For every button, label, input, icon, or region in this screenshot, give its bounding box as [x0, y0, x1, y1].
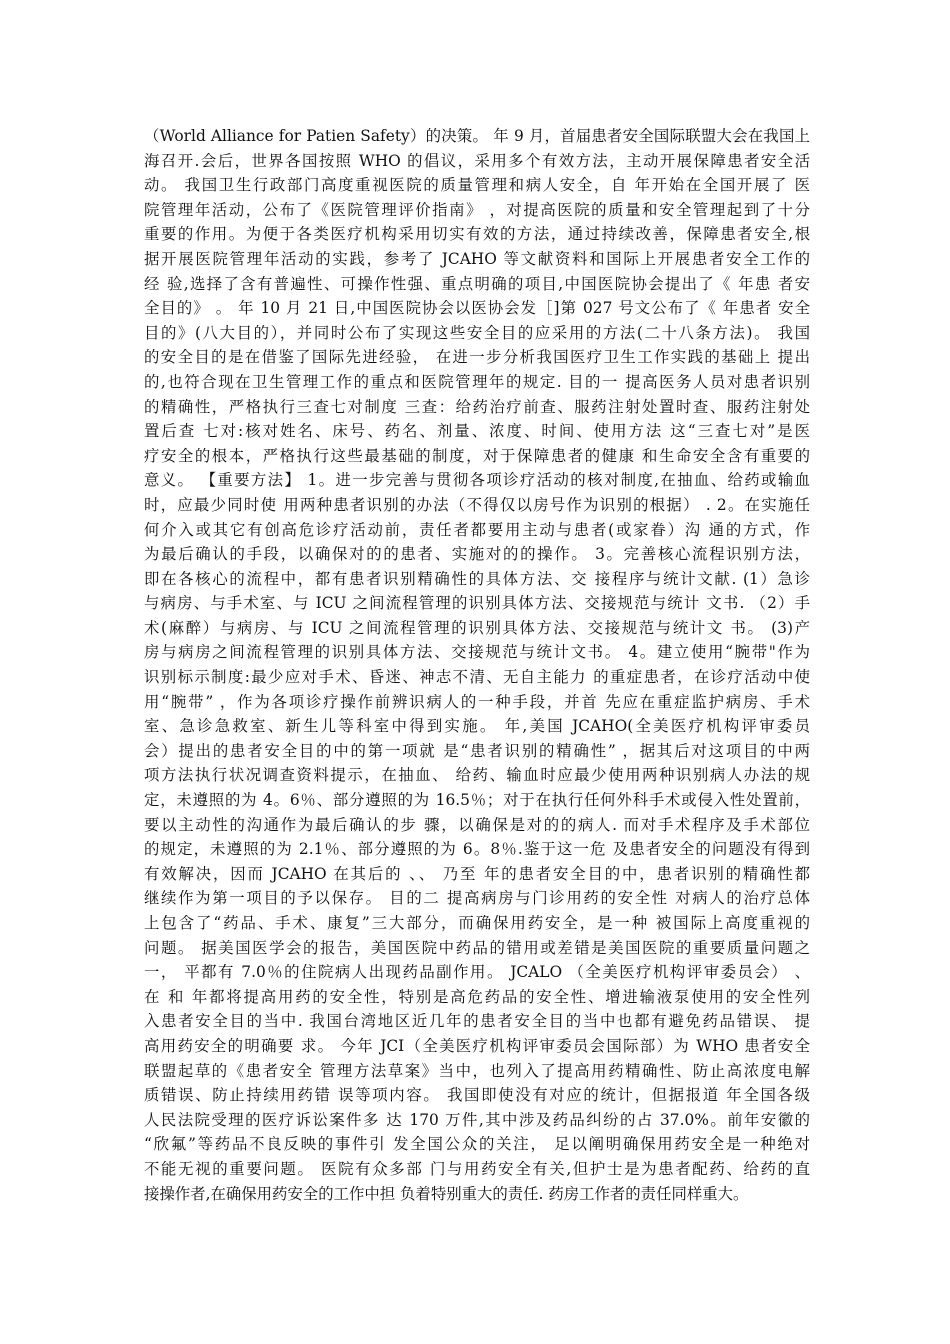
text-line: 全目的》 。 年 10 月 21 日,中国医院协会以医协会发［]第 027 号文公布了《 年患者 安全: [144, 299, 810, 318]
text-line: 院管理年活动，公布了《医院管理评价指南》 ，对提高医院的质量和安全管理起到了十分: [144, 200, 810, 219]
text-line: 定，未遵照的为 4。6％、部分遵照的为 16.5％；对于在执行任何外科手术或侵入性处置前，: [144, 791, 810, 810]
text-line: 房与病房之间流程管理的识别具体方法、交接规范与统计文书。 4。建立使用“腕带"作为: [144, 643, 810, 662]
text-line: 与病房、与手术室、与 ICU 之间流程管理的识别具体方法、交接规范与统计 文书. （2）手: [144, 594, 810, 613]
text-line: （World Alliance for Patien Safety）的决策。 年 9 月，首届患者安全国际联盟大会在我国上: [144, 127, 810, 145]
text-line: 上包含了“药品、手术、康复”三大部分，而确保用药安全，是一种 被国际上高度重视的: [144, 914, 810, 932]
text-line: 项方法执行状况调查资料提示，在抽血、 给药、输血时应最少使用两种识别病人办法的规: [144, 766, 810, 785]
text-line: 要以主动性的沟通作为最后确认的步 骤，以确保是对的的病人. 而对手术程序及手术部位: [144, 815, 810, 834]
text-line: 为最后确认的手段，以确保对的的患者、实施对的的操作。 3。完善核心流程识别方法，: [144, 545, 810, 564]
text-line: 即在各核心的流程中，都有患者识别精确性的具体方法、交 接程序与统计文献. (1）急诊: [144, 569, 810, 588]
text-line: “欣氟”等药品不良反映的事件引 发全国公众的关注， 足以阐明确保用药安全是一种绝对: [144, 1135, 810, 1154]
text-line: 目的》(八大目的），并同时公布了实现这些安全目的应采用的方法(二十八条方法)。 我国: [144, 323, 810, 342]
text-line: 联盟起草的《患者安全 管理方法草案》当中，也列入了提高用药精确性、防止高浓度电解: [144, 1061, 810, 1080]
text-line: 在 和 年都将提高用药的安全性，特别是高危药品的安全性、增进输液泵使用的安全性列: [144, 987, 810, 1006]
text-line: 的安全目的是在借鉴了国际先进经验， 在进一步分析我国医疗卫生工作实践的基础上 提出: [144, 348, 810, 367]
text-line: 置后查 七对:核对姓名、床号、药名、剂量、浓度、时间、使用方法 这“三查七对”是医: [144, 422, 810, 441]
text-line: 问题。 据美国医学会的报告，美国医院中药品的错用或差错是美国医院的重要质量问题之: [144, 938, 810, 957]
text-line: 人民法院受理的医疗诉讼案件多 达 170 万件,其中涉及药品纠纷的占 37.0%。前年安徽的: [144, 1110, 810, 1129]
text-line: 一， 平都有 7.0％的住院病人出现药品副作用。 JCALO （全美医疗机构评审委员会） 、: [144, 963, 810, 982]
text-line: 据开展医院管理年活动的实践，参考了 JCAHO 等文献资料和国际上开展患者安全工作的: [144, 249, 810, 268]
text-line: 接操作者,在确保用药安全的工作中担 负着特别重大的责任. 药房工作者的责任同样重大。: [144, 1184, 749, 1203]
text-line: 用“腕带” ，作为各项诊疗操作前辨识病人的一种手段，并首 先应在重症监护病房、手术: [144, 692, 810, 711]
text-line: 的,也符合现在卫生管理工作的重点和医院管理年的规定. 目的一 提高医务人员对患者识别: [144, 372, 810, 391]
text-line: 时，应最少同时使 用两种患者识别的办法（不得仅以房号作为识别的根据） . 2。在实施任: [144, 495, 810, 514]
text-line: 继续作为第一项目的予以保存。 目的二 提高病房与门诊用药的安全性 对病人的治疗总体: [144, 889, 810, 908]
text-line: 的精确性，严格执行三查七对制度 三查：给药治疗前查、服药注射处置时查、服药注射处: [144, 397, 810, 416]
text-line: 质错误、防止持续用药错 误等项内容。 我国即使没有对应的统计，但据报道 年全国各级: [144, 1086, 810, 1105]
text-line: 的规定，未遵照的为 2.1％、部分遵照的为 6。8％.鉴于这一危 及患者安全的问题没有得到: [144, 840, 810, 859]
text-line: 有效解决，因而 JCAHO 在其后的 、、 乃至 年的患者安全目的中，患者识别的精确性都: [144, 864, 810, 883]
document-body: [144, 124, 810, 1206]
text-line: 重要的作用。为便于各类医疗机构采用切实有效的方法，通过持续改善，保障患者安全,根: [144, 225, 810, 244]
text-line: 术(麻醉）与病房、与 ICU 之间流程管理的识别具体方法、交接规范与统计文 书。 (3)产: [144, 618, 810, 637]
text-line: 意义。 【重要方法】 1。进一步完善与贯彻各项诊疗活动的核对制度,在抽血、给药或输血: [144, 471, 810, 490]
text-line: 疗安全的根本，严格执行这些最基础的制度，对于保障患者的健康 和生命安全含有重要的: [144, 446, 810, 465]
text-line: 海召开.会后，世界各国按照 WHO 的倡议，采用多个有效方法，主动开展保障患者安全活: [144, 151, 810, 170]
text-line: 室、急诊急救室、新生儿等科室中得到实施。 年,美国 JCAHO(全美医疗机构评审委员: [144, 717, 810, 736]
text-line: 识别标示制度:最少应对手术、昏迷、神志不清、无自主能力 的重症患者，在诊疗活动中使: [144, 668, 810, 687]
text-line: 入患者安全目的当中. 我国台湾地区近几年的患者安全目的当中也都有避免药品错误、 提: [144, 1012, 810, 1031]
text-line: 会）提出的患者安全目的中的第一项就 是“患者识别的精确性” ，据其后对这项目的中两: [144, 741, 810, 760]
text-line: 何介入或其它有创高危诊疗活动前，责任者都要用主动与患者(或家眷）沟 通的方式，作: [144, 520, 810, 539]
text-line: 经 验,选择了含有普遍性、可操作性强、重点明确的项目,中国医院协会提出了《 年患 者安: [144, 274, 810, 293]
text-line: 不能无视的重要问题。 医院有众多部 门与用药安全有关,但护士是为患者配药、给药的直: [144, 1159, 810, 1178]
text-line: 高用药安全的明确要 求。 今年 JCI（全美医疗机构评审委员会国际部）为 WHO 患者安全: [144, 1036, 810, 1055]
text-line: 动。 我国卫生行政部门高度重视医院的质量管理和病人安全，自 年开始在全国开展了 医: [144, 176, 810, 195]
